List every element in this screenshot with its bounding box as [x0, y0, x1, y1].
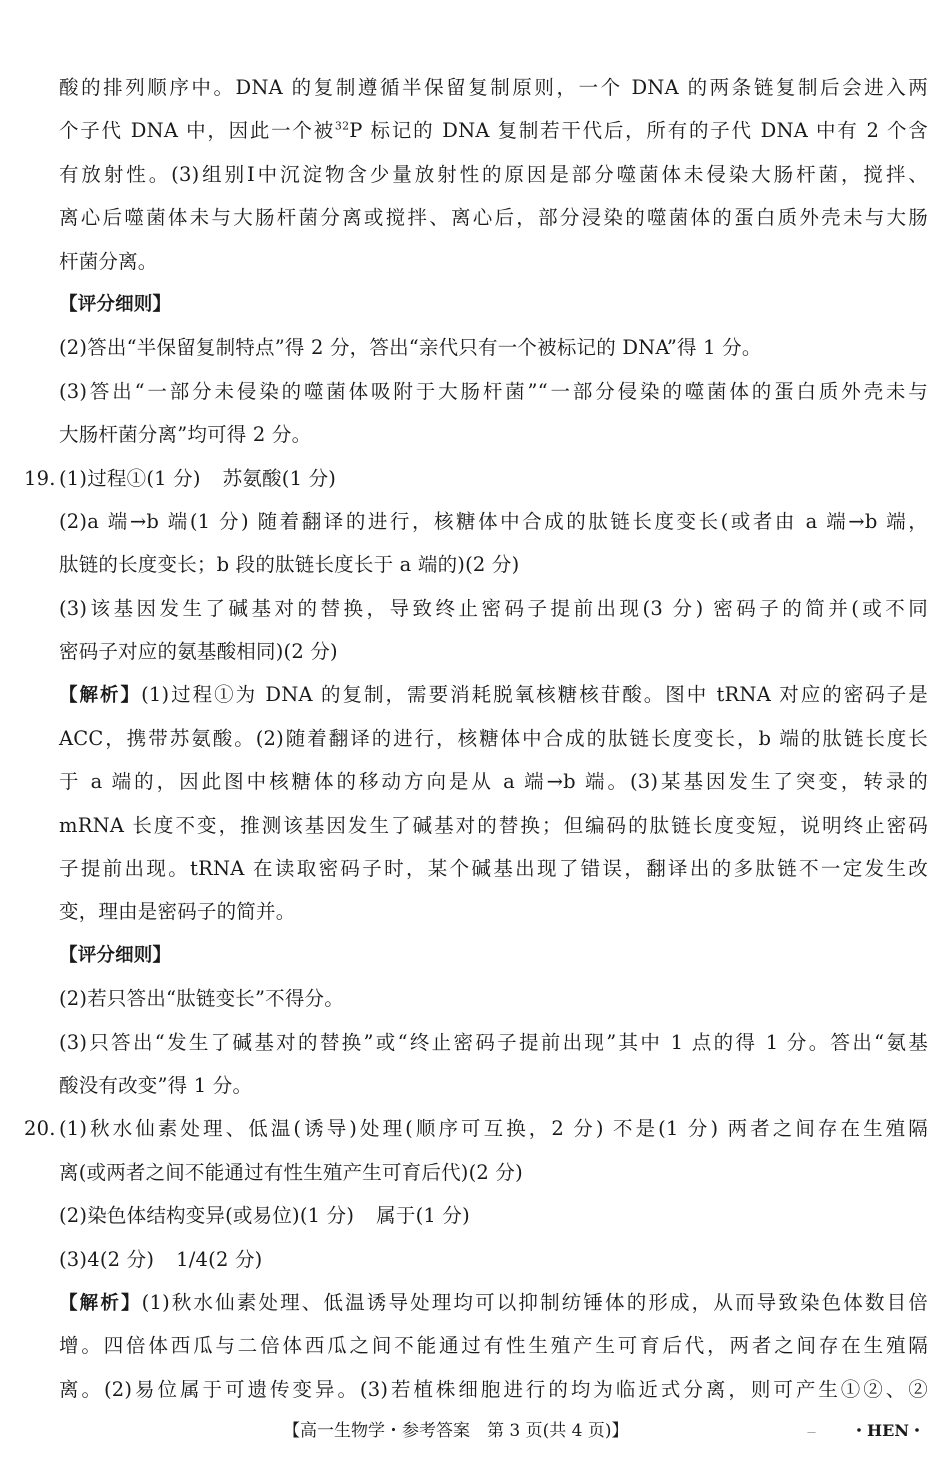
text-line: [0, 500, 950, 543]
text-span: (3)答出“一部分未侵染的噬菌体吸附于大肠杆菌”“一部分侵染的噬菌体的蛋白质外壳未与: [59, 379, 928, 403]
analysis-label: 【解析】: [59, 1292, 142, 1314]
text-span: 个子代 DNA 中，因此一个被: [59, 119, 335, 143]
text-span: 有放射性。(3)组别Ⅰ中沉淀物含少量放射性的原因是部分噬菌体未侵染大肠杆菌，搅拌、: [59, 162, 928, 186]
section-heading-scoring: [0, 934, 950, 977]
heading-text: 【评分细则】: [59, 944, 172, 966]
answer-content: [0, 66, 950, 1411]
text-span: (1)过程①为 DNA 的复制，需要消耗脱氧核糖核苷酸。图中 tRNA 对应的密码子是: [141, 683, 928, 707]
text-line: [0, 804, 950, 847]
text-line: [0, 109, 950, 152]
analysis-label: 【解析】: [59, 685, 142, 707]
text-line: [0, 587, 950, 630]
footer-code: ・HEN・: [851, 1421, 925, 1440]
analysis-line: [0, 1281, 950, 1324]
text-span: (3)只答出“发生了碱基对的替换”或“终止密码子提前出现”其中 1 点的得 1 分。答出“氨基: [59, 1030, 928, 1054]
text-line: [0, 847, 950, 890]
text-span: 属于(1 分): [376, 1204, 470, 1228]
text-span: P 标记的 DNA 复制若干代后，所有的子代 DNA 中有 2 个含: [349, 119, 928, 143]
text-line: [0, 1238, 950, 1281]
text-span: (1)秋水仙素处理、低温诱导处理均可以抑制纺锤体的形成，从而导致染色体数目倍: [141, 1290, 928, 1314]
question-20-line: [0, 1107, 950, 1150]
text-span: 肽链的长度变长；b 段的肽链长度长于 a 端的)(2 分): [59, 553, 520, 577]
text-span: 酸没有改变”得 1 分。: [59, 1073, 253, 1097]
text-line: [0, 66, 950, 109]
analysis-line: [0, 673, 950, 716]
text-span: (2)a 端→b 端(1 分): [59, 509, 249, 533]
text-span: 离心后噬菌体未与大肠杆菌分离或搅拌、离心后，部分浸染的噬菌体的蛋白质外壳未与大肠: [59, 206, 928, 230]
text-line: [0, 370, 950, 413]
text-span: (2)染色体结构变异(或易位)(1 分): [59, 1204, 355, 1228]
text-span: (3)该基因发生了碱基对的替换，导致终止密码子提前出现(3 分): [59, 596, 704, 620]
text-line: [0, 1151, 950, 1194]
page-footer: [0, 1413, 950, 1449]
text-line: [0, 890, 950, 933]
text-span: 子提前出现。tRNA 在读取密码子时，某个碱基出现了错误，翻译出的多肽链不一定发生改: [59, 857, 928, 881]
text-line: [0, 1324, 950, 1367]
section-heading-scoring: [0, 283, 950, 326]
text-span: 变，理由是密码子的简并。: [59, 900, 296, 924]
text-span: 随着翻译的进行，核糖体中合成的肽链长度变长(或者由 a 端→b 端，: [257, 509, 928, 533]
question-number: 20.: [24, 1117, 56, 1141]
text-line: [0, 153, 950, 196]
text-span: 大肠杆菌分离”均可得 2 分。: [59, 423, 312, 447]
text-line: [0, 1194, 950, 1237]
text-line: [0, 413, 950, 456]
text-span: (2)若只答出“肽链变长”不得分。: [59, 987, 344, 1011]
text-line: [0, 240, 950, 283]
text-span: 酸的排列顺序中。DNA 的复制遵循半保留复制原则，一个 DNA 的两条链复制后会进入两: [59, 76, 928, 99]
text-line: [0, 1064, 950, 1107]
footer-page-info: 【高一生物学・参考答案 第 3 页(共 4 页)】: [283, 1421, 629, 1441]
text-line: [0, 760, 950, 803]
text-span: 于 a 端的，因此图中核糖体的移动方向是从 a 端→b 端。(3)某基因发生了突变，转录的: [59, 770, 928, 794]
footer-mark: —: [807, 1428, 816, 1438]
text-span: 杆菌分离。: [59, 249, 158, 273]
heading-text: 【评分细则】: [59, 293, 172, 315]
text-span: 1/4(2 分): [176, 1247, 263, 1271]
text-span: 密码子对应的氨基酸相同)(2 分): [59, 640, 338, 664]
text-span: 离(或两者之间不能通过有性生殖产生可育后代)(2 分): [59, 1160, 523, 1184]
text-span: 不是(1 分): [612, 1117, 719, 1141]
text-line: [0, 977, 950, 1020]
text-span: 苏氨酸(1 分): [222, 466, 337, 490]
text-line: [0, 326, 950, 369]
superscript-32: 32: [334, 119, 350, 133]
text-span: 两者之间存在生殖隔: [727, 1117, 928, 1141]
text-line: [0, 1368, 950, 1411]
text-line: [0, 196, 950, 239]
text-span: 增。四倍体西瓜与二倍体西瓜之间不能通过有性生殖产生可育后代，两者之间存在生殖隔: [59, 1334, 928, 1358]
text-span: (2)答出“半保留复制特点”得 2 分，答出“亲代只有一个被标记的 DNA”得 1 分。: [59, 336, 762, 360]
text-span: 离。(2)易位属于可遗传变异。(3)若植株细胞进行的均为临近式分离，则可产生①②、②: [59, 1377, 928, 1401]
question-number: 19.: [24, 466, 56, 490]
text-line: [0, 1021, 950, 1064]
text-span: 密码子的简并(或不同: [713, 596, 929, 620]
text-line: [0, 630, 950, 673]
text-span: (1)秋水仙素处理、低温(诱导)处理(顺序可互换，2 分): [59, 1117, 604, 1141]
text-span: ACC，携带苏氨酸。(2)随着翻译的进行，核糖体中合成的肽链长度变长，b 端的肽链长度长: [59, 726, 928, 750]
text-span: (1)过程①(1 分): [59, 466, 201, 490]
question-19-line: [0, 457, 950, 500]
text-span: mRNA 长度不变，推测该基因发生了碱基对的替换；但编码的肽链长度变短，说明终止密码: [59, 813, 928, 837]
text-line: [0, 543, 950, 586]
text-line: [0, 717, 950, 760]
text-span: (3)4(2 分): [59, 1247, 155, 1271]
